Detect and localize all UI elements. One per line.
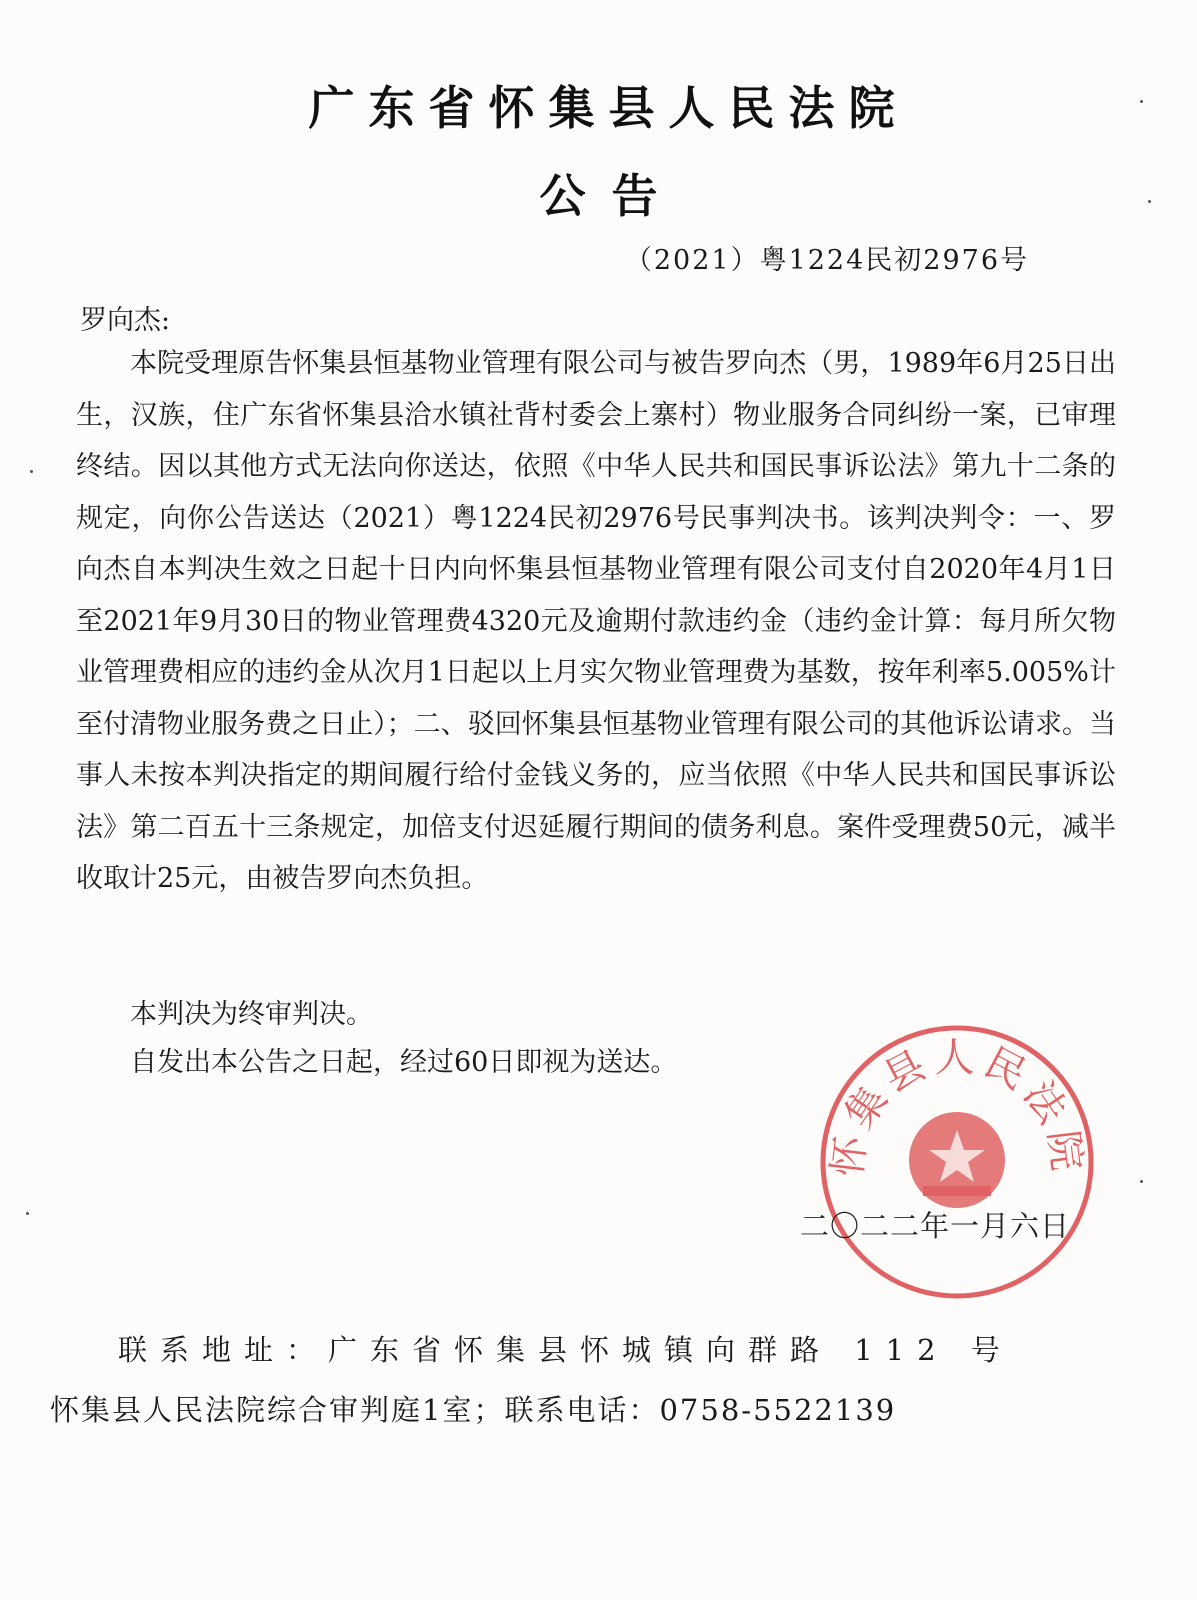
scan-speck: [1148, 200, 1151, 203]
court-name-heading: 广东省怀集县人民法院: [308, 81, 909, 135]
court-seal-stamp: [815, 1020, 1100, 1305]
seal-arc-text: 怀集县人民法院: [824, 1035, 1091, 1180]
contact-room-phone-line: [50, 1388, 896, 1429]
contact-address-line: [118, 1328, 1013, 1369]
scan-speck: [26, 1212, 29, 1215]
scan-speck: [30, 470, 33, 473]
notice-body-paragraph: 本院受理原告怀集县恒基物业管理有限公司与被告罗向杰（男，1989年6月25日出生，汉族，住广东省怀集县洽水镇社背村委会上寨村）物业服务合同纠纷一案，已审理终结。因以其他方式无法向你送达，依照《中华人民共和国民事诉讼法》第九十二条的规定，向你公告送达（2021）粤1224民初2976号民事判决书。该判决判令：一、罗向杰自本判决生效之日起十日内向怀集县恒基物业管理有限公司支付自2020年4月1日至2021年9月30日的物业管理费4320元及逾期付款违约金（违约金计算：每月所欠物业管理费相应的违约金从次月1日起以上月实欠物业管理费为基数，按年利率5.005%计至付清物业服务费之日止）；二、驳回怀集县恒基物业管理有限公司的其他诉讼请求。当事人未按本判决指定的期间履行给付金钱义务的，应当依照《中华人民共和国民事诉讼法》第二百五十三条规定，加倍支付迟延履行期间的债务利息。案件受理费50元，减半收取计25元，由被告罗向杰负担。: [76, 348, 1116, 894]
phone-label: 联系电话：: [504, 1393, 660, 1427]
address-label: 联系地址：: [118, 1333, 329, 1367]
issue-date: 二〇二二年一月六日: [800, 1209, 1071, 1243]
national-emblem-icon: [909, 1112, 1005, 1208]
phone-value: 0758-5522139: [659, 1393, 897, 1427]
scan-speck: [1140, 100, 1143, 103]
document-type-heading: 公告: [539, 169, 684, 223]
seal-outer-ring: [823, 1028, 1091, 1296]
scan-speck: [1140, 1180, 1143, 1183]
addressee: 罗向杰:: [80, 305, 171, 336]
address-value: 广东省怀集县怀城镇向群路 112 号: [328, 1333, 1013, 1367]
final-judgment-statement: 本判决为终审判决。: [130, 999, 373, 1030]
case-number: （2021）粤1224民初2976号: [624, 245, 1029, 276]
address-line-2: 怀集县人民法院综合审判庭1室；: [50, 1393, 505, 1427]
service-notice-statement: 自发出本公告之日起，经过60日即视为送达。: [130, 1047, 678, 1078]
seal-text: [825, 1035, 1091, 1179]
